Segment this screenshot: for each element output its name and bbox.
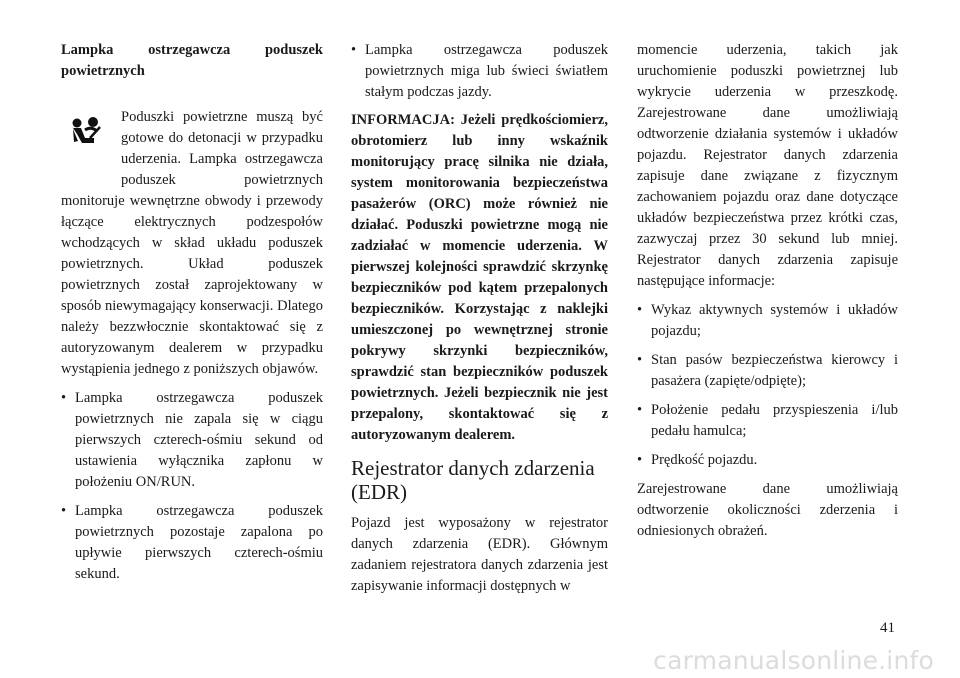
closing-paragraph: Zarejestrowane dane umożliwiają odtworzenie okoliczności zderzenia i odniesionych obrażeń. (637, 481, 898, 539)
airbag-warning-icon (61, 107, 121, 177)
section-title: Rejestrator danych zdarzenia (EDR) (351, 456, 595, 504)
intro-block (61, 107, 323, 380)
symptom-list-continued (351, 40, 608, 103)
info-note: INFORMACJA: Jeżeli prędkościomierz, obrotomierz lub inny wskaźnik monitorujący pracę silnika nie działa, system monitorowania bezpieczeństwa pasażerów (ORC) może również nie działać. Poduszki powietrzne mogą nie zadziałać w momencie uderzenia. W pierwszej kolejności sprawdzić skrzynkę bezpieczników pod kątem przepalonych bezpieczników. Korzystając z naklejki umieszczonej po wewnętrznej stronie pokrywy skrzynki bezpieczników, sprawdzić stan bezpieczników poduszek powietrznych. Jeżeli bezpiecznik nie jest przepalony, skontaktować się z autoryzowanym dealerem. (351, 112, 608, 443)
list-item: • Lampka ostrzegawcza poduszek powietrznych nie zapala się w ciągu pierwszych czterech-ośmiu sekund od ustawienia wyłącznika zapłonu w położeniu ON/RUN. (61, 388, 323, 493)
continued-paragraph: momencie uderzenia, takich jak uruchomienie poduszki powietrznej lub wykrycie uderzenia w przeszkodę. Zarejestrowane dane umożliwiają odtworzenie działania systemów i układów pojazdu. Rejestrator danych zdarzenia zapisuje dane związane z fizycznym zachowaniem pojazdu oraz dane dotyczące układów bezpieczeństwa przez krótki czas, zazwyczaj przez 30 sekund lub mniej. Rejestrator danych zdarzenia zapisuje następujące informacje: (637, 42, 898, 289)
recorded-data-list (637, 300, 898, 471)
page-number: 41 (880, 620, 895, 636)
list-item: • Położenie pedału przyspieszenia i/lub pedału hamulca; (637, 400, 898, 442)
list-item: • Lampka ostrzegawcza poduszek powietrznych pozostaje zapalona po upływie pierwszych czterech-ośmiu sekund. (61, 501, 323, 585)
section-heading: Lampka ostrzegawcza poduszek powietrznych (61, 42, 323, 79)
column-1 (61, 40, 323, 585)
list-item: • Stan pasów bezpieczeństwa kierowcy i pasażera (zapięte/odpięte); (637, 350, 898, 392)
column-2 (351, 40, 608, 597)
list-item: • Prędkość pojazdu. (637, 450, 898, 471)
list-item: • Wykaz aktywnych systemów i układów pojazdu; (637, 300, 898, 342)
watermark: carmanualsonline.info (653, 646, 934, 675)
list-item: • Lampka ostrzegawcza poduszek powietrznych miga lub świeci światłem stałym podczas jazdy. (351, 40, 608, 103)
symptom-list (61, 388, 323, 585)
intro-paragraph: Poduszki powietrzne muszą być gotowe do detonacji w przypadku uderzenia. Lampka ostrzegawcza poduszek powietrznych monitoruje wewnętrzne obwody i przewody łączące elektrycznych podzespołów wchodzących w skład układu poduszek powietrznych. Układ poduszek powietrznych został zaprojektowany w sposób niewymagający konserwacji. Dlatego należy bezzwłocznie skontaktować się z autoryzowanym dealerem w przypadku wystąpienia jednego z poniższych objawów. (61, 109, 323, 377)
section-paragraph: Pojazd jest wyposażony w rejestrator danych zdarzenia (EDR). Głównym zadaniem rejestratora danych zdarzenia jest zapisywanie informacji dostępnych w (351, 515, 608, 594)
column-3 (637, 40, 898, 542)
